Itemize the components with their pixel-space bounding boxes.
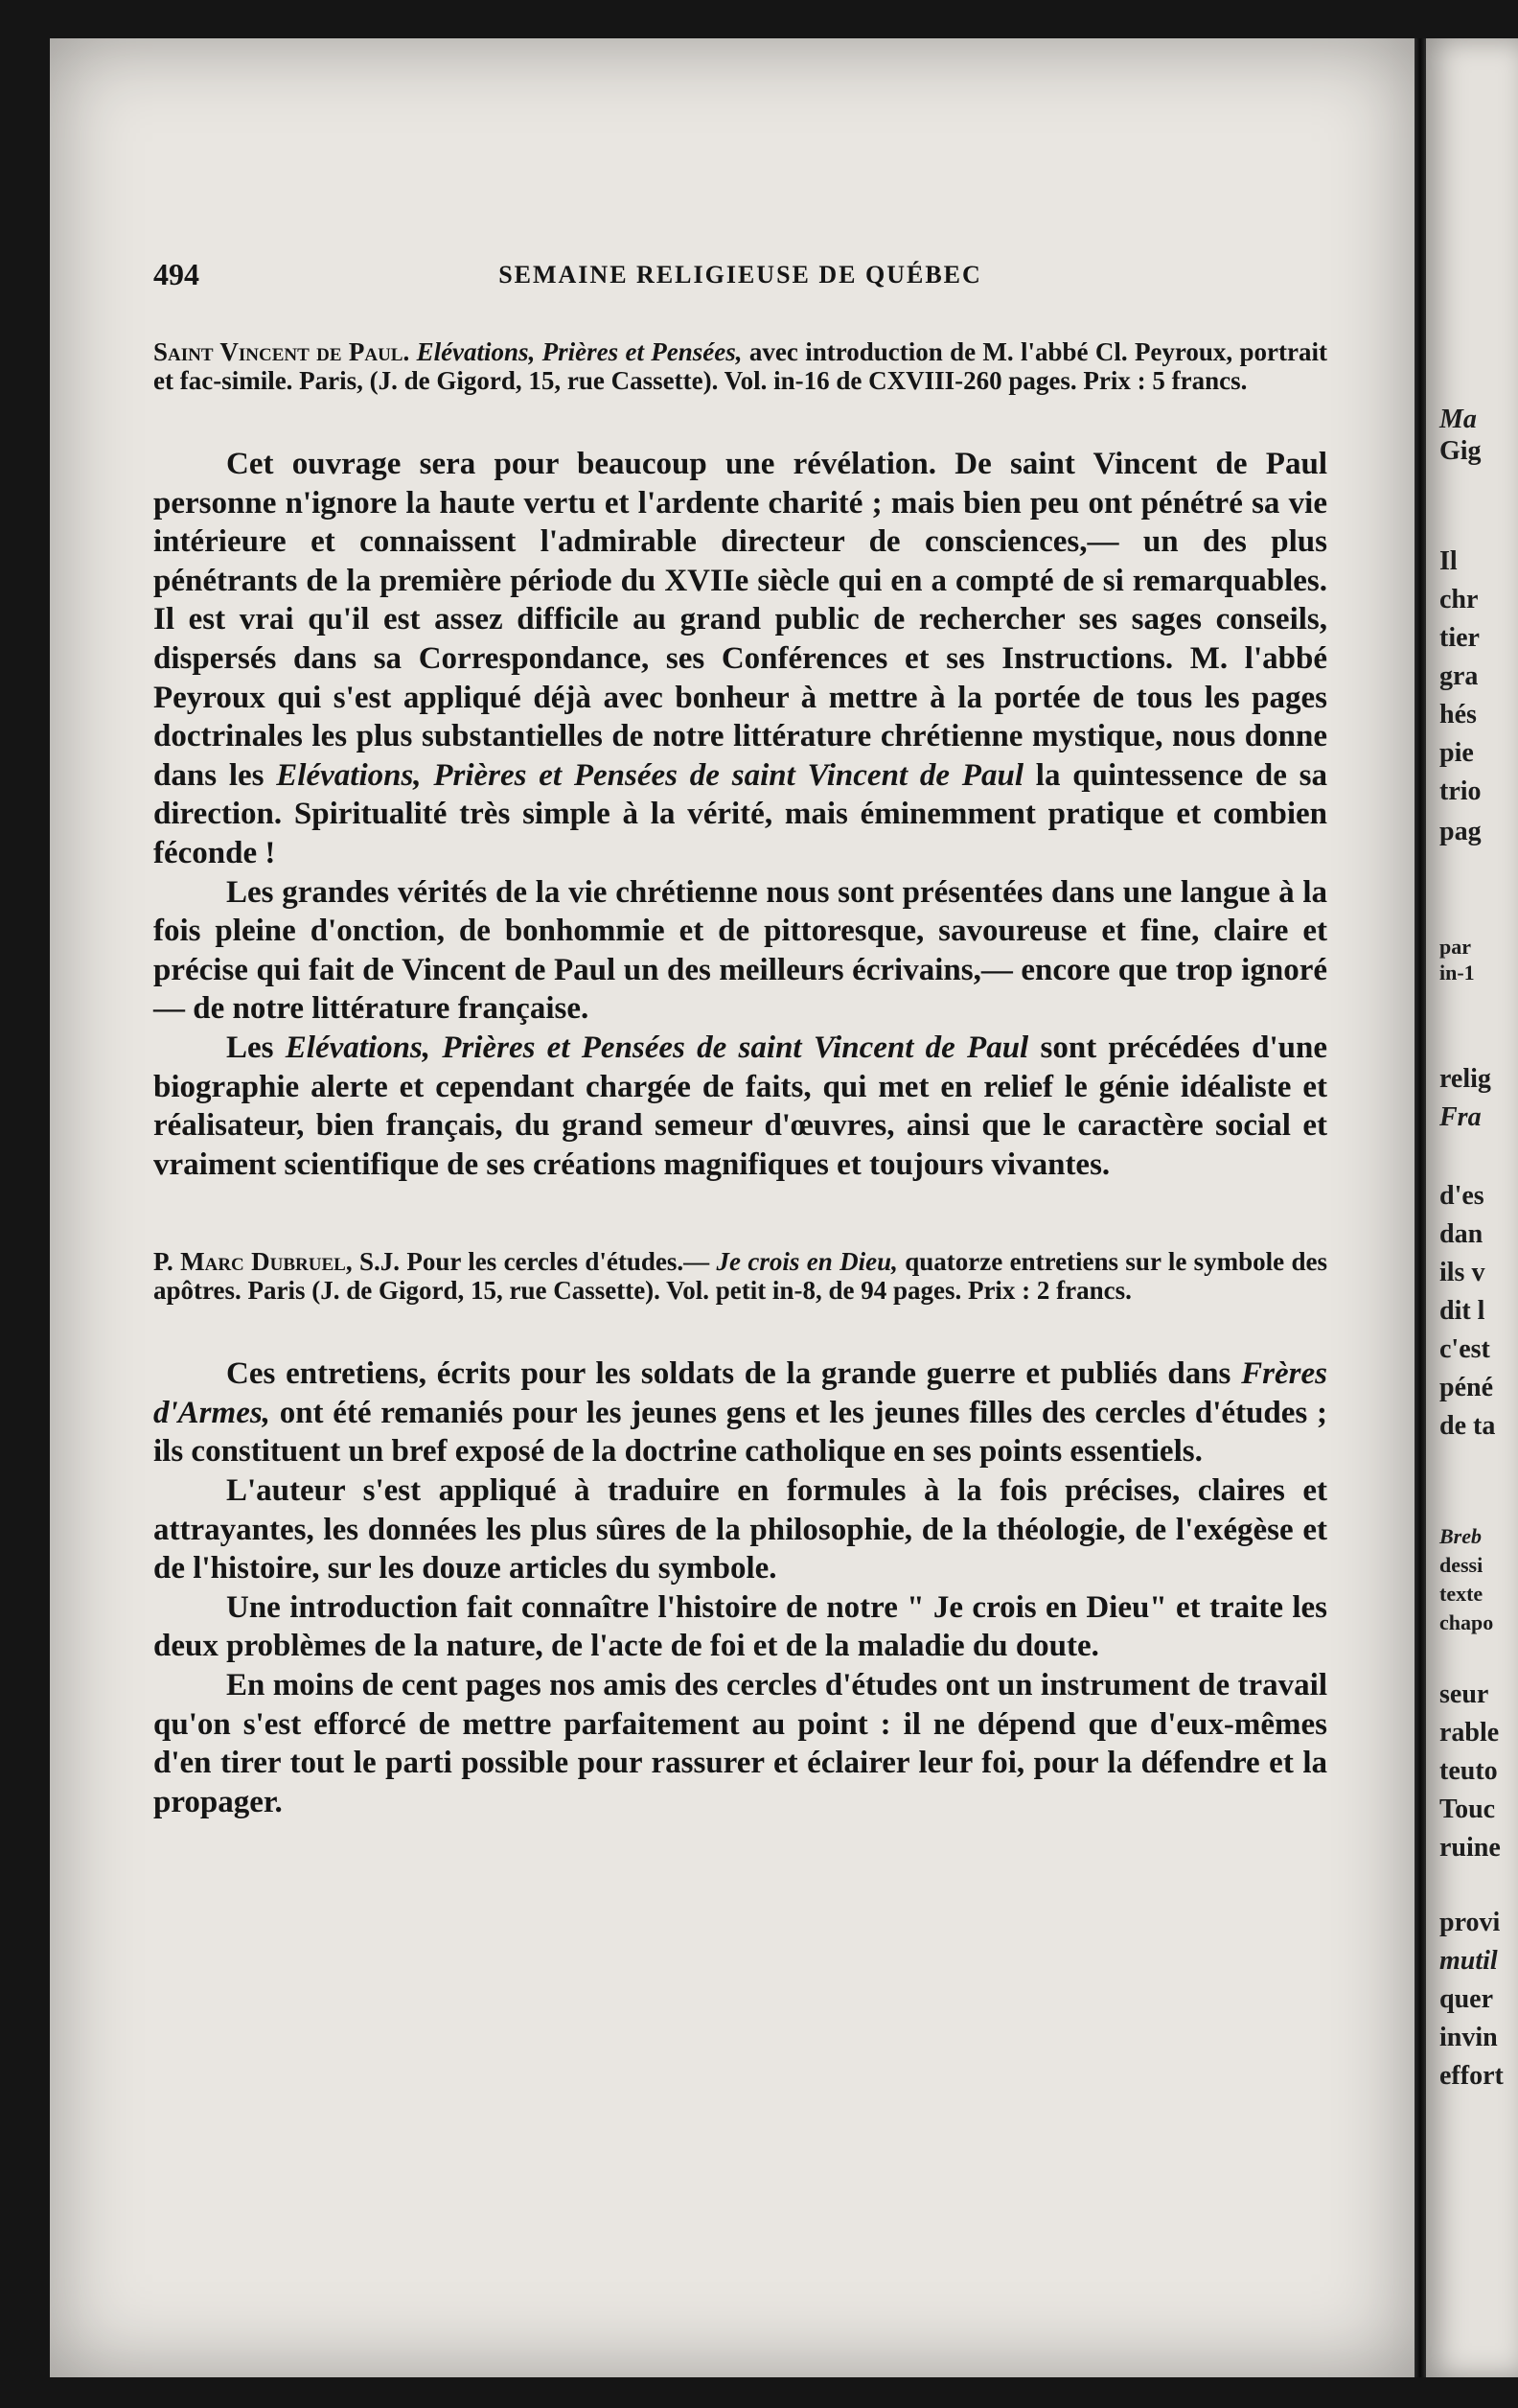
- facing-fragment: Fra: [1439, 1102, 1482, 1132]
- page-body: [153, 337, 1327, 1821]
- facing-fragment: dit l: [1439, 1296, 1485, 1326]
- review-paragraph: [153, 1354, 1327, 1471]
- facing-fragment: dan: [1439, 1219, 1484, 1249]
- paragraph-text: la quintessence de sa direction. Spiritualité très simple à la vérité, mais éminemment pratique et combien féconde !: [153, 757, 1328, 870]
- review-book-title: Je crois en Dieu,: [716, 1247, 898, 1277]
- facing-fragment: Touc: [1439, 1794, 1496, 1824]
- facing-fragment: Breb: [1439, 1524, 1482, 1548]
- facing-fragment: chapo: [1439, 1610, 1494, 1634]
- paragraph-text: sont précédées d'une biographie alerte et cependant chargée de faits, qui met en relief le génie idéaliste et réalisateur, bien français, du grand semeur d'œuvres, ainsi que le caractère social et vraiment scientifique de ses créations magnifiques et toujours vivantes.: [153, 1030, 1328, 1182]
- facing-fragment: par: [1439, 935, 1471, 959]
- facing-fragment: teuto: [1439, 1756, 1498, 1786]
- facing-fragment: d'es: [1439, 1181, 1484, 1211]
- book-title-reference: Frères d'Armes,: [153, 1356, 1327, 1430]
- facing-fragment: seur: [1439, 1679, 1489, 1709]
- page-number: 494: [153, 257, 199, 291]
- book-title-reference: Elévations, Prières et Pensées de saint Vincent de Paul: [276, 757, 1024, 793]
- facing-fragment: trio: [1439, 776, 1482, 806]
- facing-fragment: relig: [1439, 1064, 1491, 1094]
- facing-fragment: c'est: [1439, 1334, 1490, 1364]
- facing-fragment: de ta: [1439, 1411, 1496, 1441]
- review-paragraph: Les grandes vérités de la vie chrétienne nous sont présentées dans une langue à la fois pleine d'onction, de bonhommie et de pittoresque, savoureuse et fine, claire et précise qui fait de Vincent de Paul un des meilleurs écrivains,— encore que trop ignoré — de notre littérature française.: [153, 874, 1327, 1027]
- review-publication-details: quatorze entretiens sur le symbole des apôtres. Paris (J. de Gigord, 15, rue Cassette). Vol. petit in-8, de 94 pages. Prix : 2 francs.: [153, 1247, 1328, 1306]
- review-citation: [153, 1247, 1327, 1305]
- review-paragraph: L'auteur s'est appliqué à traduire en formules à la fois précises, claires et attrayantes, les données les plus sûres de la philosophie, de la théologie, de l'exégèse et de l'histoire, sur les douze articles du symbole.: [153, 1473, 1327, 1586]
- paragraph-text: Ces entretiens, écrits pour les soldats de la grande guerre et publiés dans: [226, 1356, 1231, 1392]
- facing-fragment: pie: [1439, 738, 1474, 768]
- facing-fragment: quer: [1439, 1984, 1493, 2014]
- review-book-title: Elévations, Prières et Pensées,: [416, 337, 743, 366]
- book-page-right: [1426, 38, 1518, 2377]
- facing-fragment: invin: [1439, 2023, 1498, 2052]
- review-paragraph: [153, 1029, 1327, 1184]
- facing-fragment: gra: [1439, 661, 1479, 691]
- page-header: [153, 257, 1327, 295]
- paragraph-text: ont été remaniés pour les jeunes gens et les jeunes filles des cercles d'études ; ils constituent un bref exposé de la doctrine catholique en ses points essentiels.: [153, 1395, 1327, 1470]
- book-gutter: [1414, 38, 1426, 2377]
- facing-fragment: pag: [1439, 817, 1482, 846]
- paragraph-text: Cet ouvrage sera pour beaucoup une révélation. De saint Vincent de Paul personne n'ignore la haute vertu et l'ardente charité ; mais bien peu ont pénétré sa vie intérieure et connaissent l'admirable directeur de consciences,— un des plus pénétrants de la première période du XVIIe siècle qui en a compté de si remarquables. Il est vrai qu'il est assez difficile au grand public de rechercher ses sages conseils, dispersés dans sa Correspondance, ses Conférences et ses Instructions. M. l'abbé Peyroux qui s'est appliqué déjà avec bonheur à mettre à la portée de tous les pages doctrinales les plus substantielles de notre littérature chrétienne mystique, nous donne dans les: [153, 447, 1327, 793]
- facing-fragment: ruine: [1439, 1833, 1501, 1863]
- facing-fragment: tier: [1439, 623, 1480, 653]
- running-title: SEMAINE RELIGIEUSE DE QUÉBEC: [498, 261, 982, 289]
- review-paragraph: En moins de cent pages nos amis des cercles d'études ont un instrument de travail qu'on s'est efforcé de mettre parfaitement au point : il ne dépend que d'eux-mêmes d'en tirer tout le parti possible pour rassurer et éclairer leur foi, pour la défendre et la propager.: [153, 1668, 1327, 1819]
- facing-fragment: ils v: [1439, 1258, 1485, 1287]
- facing-fragment: texte: [1439, 1582, 1484, 1606]
- review-publication-details: avec introduction de M. l'abbé Cl. Peyroux, portrait et fac-simile. Paris, (J. de Gigord, 15, rue Cassette). Vol. in-16 de CXVIII-260 pages. Prix : 5 francs.: [153, 337, 1327, 395]
- paragraph-text: Les: [226, 1030, 274, 1065]
- facing-fragment: péné: [1439, 1373, 1493, 1402]
- review-author: Saint Vincent de Paul.: [153, 337, 410, 366]
- facing-fragment: Il: [1439, 546, 1458, 576]
- facing-fragment: provi: [1439, 1908, 1501, 1937]
- review-publication-details: Pour les cercles d'études.—: [406, 1247, 710, 1277]
- review-paragraph: Une introduction fait connaître l'histoire de notre " Je crois en Dieu" et traite les deux problèmes de la nature, de l'acte de foi et de la maladie du doute.: [153, 1589, 1327, 1664]
- facing-fragment: in-1: [1439, 961, 1475, 984]
- review-paragraph: [153, 445, 1327, 873]
- facing-fragment: mutil: [1439, 1946, 1498, 1976]
- facing-fragment: hés: [1439, 700, 1477, 729]
- facing-fragment: effort: [1439, 2061, 1504, 2091]
- review-author: P. Marc Dubruel, S.J.: [153, 1247, 400, 1277]
- facing-fragment: rable: [1439, 1718, 1500, 1748]
- review-citation: [153, 337, 1327, 395]
- book-title-reference: Elévations, Prières et Pensées de saint Vincent de Paul: [285, 1030, 1029, 1065]
- facing-fragment: Gig: [1439, 436, 1482, 466]
- facing-fragment: dessi: [1439, 1553, 1484, 1577]
- facing-fragment: Ma: [1439, 405, 1477, 434]
- facing-fragment: chr: [1439, 585, 1479, 614]
